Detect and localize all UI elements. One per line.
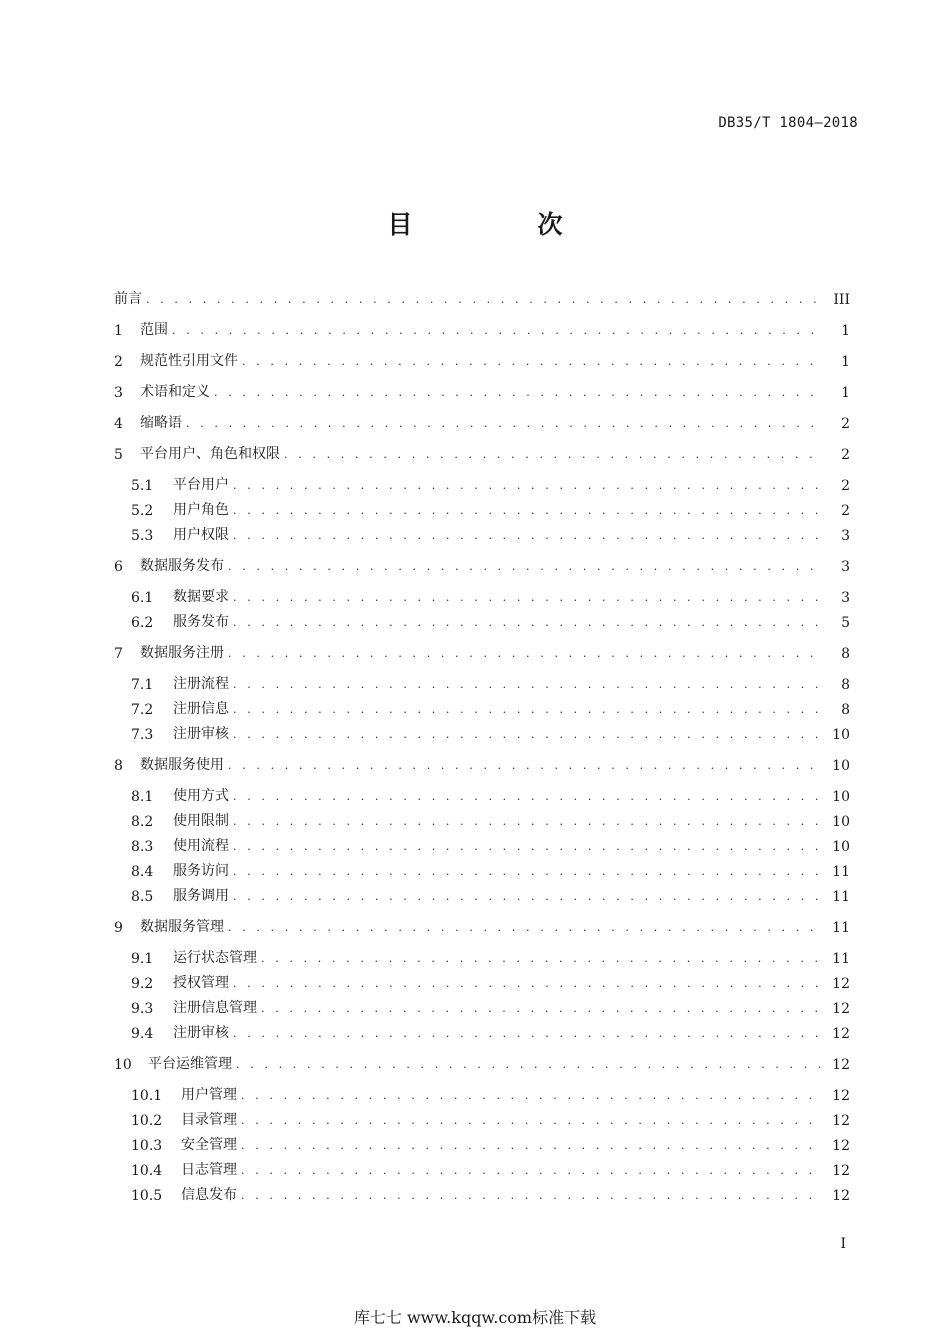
toc-entry-number: 9.2 <box>131 976 154 992</box>
toc-entry-page: 3 <box>841 559 850 575</box>
toc-entry-page: III <box>833 292 850 308</box>
toc-entry[interactable] <box>131 723 850 743</box>
toc-entry-number: 2 <box>114 354 123 370</box>
toc-leader-dots <box>241 1138 820 1154</box>
toc-entry[interactable] <box>131 972 850 992</box>
toc-entry-label: 安全管理 <box>181 1137 237 1153</box>
toc-leader-dots <box>261 951 820 967</box>
toc-leader-dots <box>228 646 820 662</box>
toc-entry[interactable] <box>114 1053 850 1073</box>
toc-leader-dots <box>233 702 820 718</box>
toc-entry-number: 9 <box>114 920 123 936</box>
toc-entry-number: 10 <box>114 1057 132 1073</box>
toc-entry-label: 运行状态管理 <box>173 950 257 966</box>
toc-entry-label: 规范性引用文件 <box>140 353 238 369</box>
toc-leader-dots <box>233 590 820 606</box>
toc-leader-dots <box>233 864 820 880</box>
toc-entry-number: 8.3 <box>131 839 154 855</box>
toc-entry[interactable] <box>114 443 850 463</box>
toc-entry-page: 1 <box>841 385 850 401</box>
toc-entry[interactable] <box>131 885 850 905</box>
toc-entry[interactable] <box>131 698 850 718</box>
toc-entry-page: 10 <box>832 727 850 743</box>
page-title: 目 次 <box>387 210 613 239</box>
toc-leader-dots <box>228 758 820 774</box>
toc-entry[interactable] <box>131 997 850 1017</box>
toc-entry-number: 8.1 <box>131 789 154 805</box>
footer-watermark: 库七七 www.kqqw.com标准下载 <box>353 1308 597 1327</box>
toc-entry-number: 6.1 <box>131 590 154 606</box>
toc-entry-label: 平台用户 <box>173 477 229 493</box>
toc-entry-label: 注册信息管理 <box>173 1000 257 1016</box>
toc-entry[interactable] <box>131 835 850 855</box>
toc-entry-label: 平台运维管理 <box>148 1056 232 1072</box>
toc-entry-page: 1 <box>841 323 850 339</box>
toc-entry-page: 3 <box>841 528 850 544</box>
toc-entry[interactable] <box>131 611 850 631</box>
toc-entry-number: 8 <box>114 758 123 774</box>
toc-entry-page: 2 <box>841 416 850 432</box>
toc-leader-dots <box>233 889 820 905</box>
toc-entry-label: 缩略语 <box>140 415 182 431</box>
toc-entry-page: 8 <box>841 702 850 718</box>
toc-entry[interactable] <box>114 288 850 308</box>
toc-entry-number: 1 <box>114 323 123 339</box>
toc-entry[interactable] <box>131 1109 850 1129</box>
toc-entry-number: 5.2 <box>131 503 154 519</box>
toc-entry-number: 7.3 <box>131 727 154 743</box>
toc-entry-page: 10 <box>832 789 850 805</box>
toc-leader-dots <box>233 1026 820 1042</box>
toc-entry[interactable] <box>114 916 850 936</box>
toc-entry[interactable] <box>114 642 850 662</box>
toc-entry-label: 日志管理 <box>181 1162 237 1178</box>
toc-entry-label: 平台用户、角色和权限 <box>140 446 280 462</box>
toc-entry[interactable] <box>131 499 850 519</box>
toc-entry-page: 12 <box>832 1026 850 1042</box>
toc-entry-label: 数据服务使用 <box>140 757 224 773</box>
toc-entry[interactable] <box>131 1159 850 1179</box>
toc-entry-label: 术语和定义 <box>140 384 210 400</box>
toc-entry[interactable] <box>131 586 850 606</box>
page-number: I <box>840 1236 846 1252</box>
toc-entry-label: 数据服务发布 <box>140 558 224 574</box>
toc-entry-label: 服务调用 <box>173 888 229 904</box>
toc-entry-number: 8.4 <box>131 864 154 880</box>
toc-entry[interactable] <box>131 524 850 544</box>
toc-entry[interactable] <box>131 1184 850 1204</box>
toc-entry-page: 2 <box>841 478 850 494</box>
toc-entry-page: 1 <box>841 354 850 370</box>
toc-entry-number: 4 <box>114 416 123 432</box>
toc-entry[interactable] <box>114 412 850 432</box>
toc-entry-number: 10.4 <box>131 1163 163 1179</box>
toc-leader-dots <box>241 1113 820 1129</box>
toc-leader-dots <box>233 727 820 743</box>
toc-entry-number: 9.4 <box>131 1026 154 1042</box>
toc-leader-dots <box>261 1001 820 1017</box>
toc-entry-page: 11 <box>832 864 850 880</box>
toc-leader-dots <box>236 1057 820 1073</box>
toc-entry-number: 10.1 <box>131 1088 163 1104</box>
toc-entry[interactable] <box>114 555 850 575</box>
toc-entry-page: 11 <box>832 951 850 967</box>
toc-entry-number: 6.2 <box>131 615 154 631</box>
toc-entry-page: 12 <box>832 1113 850 1129</box>
toc-leader-dots <box>233 789 820 805</box>
toc-entry-number: 8.2 <box>131 814 154 830</box>
toc-entry-label: 注册流程 <box>173 676 229 692</box>
toc-entry-label: 注册审核 <box>173 726 229 742</box>
toc-entry-label: 用户管理 <box>181 1087 237 1103</box>
toc-entry-page: 5 <box>841 615 850 631</box>
toc-entry[interactable] <box>131 1022 850 1042</box>
toc-entry-number: 5.3 <box>131 528 154 544</box>
toc-entry-page: 12 <box>832 1163 850 1179</box>
toc-leader-dots <box>241 1088 820 1104</box>
toc-entry-page: 3 <box>841 590 850 606</box>
toc-entry[interactable] <box>131 860 850 880</box>
toc-entry-number: 9.3 <box>131 1001 154 1017</box>
toc-entry[interactable] <box>131 785 850 805</box>
toc-entry-number: 10.5 <box>131 1188 163 1204</box>
toc-entry-label: 用户权限 <box>173 527 229 543</box>
toc-leader-dots <box>242 354 820 370</box>
toc-leader-dots <box>228 920 820 936</box>
toc-entry-page: 12 <box>832 1057 850 1073</box>
toc-entry[interactable] <box>131 1084 850 1104</box>
toc-entry-label: 前言 <box>114 291 142 307</box>
toc-entry-label: 用户角色 <box>173 502 229 518</box>
toc-entry-page: 10 <box>832 814 850 830</box>
toc-entry-label: 数据服务注册 <box>140 645 224 661</box>
toc-leader-dots <box>284 447 820 463</box>
toc-entry[interactable] <box>131 474 850 494</box>
toc-entry-page: 12 <box>832 1088 850 1104</box>
toc-entry[interactable] <box>114 754 850 774</box>
toc-entry-page: 11 <box>832 920 850 936</box>
toc-entry-label: 数据服务管理 <box>140 919 224 935</box>
toc-leader-dots <box>186 416 820 432</box>
toc-entry-page: 12 <box>832 1188 850 1204</box>
toc-entry-label: 使用方式 <box>173 788 229 804</box>
toc-entry-number: 7.1 <box>131 677 154 693</box>
toc-entry-label: 注册审核 <box>173 1025 229 1041</box>
toc-leader-dots <box>241 1188 820 1204</box>
toc-leader-dots <box>233 677 820 693</box>
toc-leader-dots <box>146 292 820 308</box>
toc-entry-page: 8 <box>841 677 850 693</box>
toc-entry-page: 12 <box>832 976 850 992</box>
toc-entry-page: 10 <box>832 758 850 774</box>
toc-leader-dots <box>233 839 820 855</box>
toc-leader-dots <box>214 385 820 401</box>
toc-leader-dots <box>233 814 820 830</box>
toc-leader-dots <box>233 976 820 992</box>
toc-entry[interactable] <box>114 319 850 339</box>
toc-leader-dots <box>172 323 820 339</box>
toc-entry-label: 授权管理 <box>173 975 229 991</box>
toc-entry-number: 3 <box>114 385 123 401</box>
toc-entry-label: 信息发布 <box>181 1187 237 1203</box>
toc-leader-dots <box>233 478 820 494</box>
toc-entry-page: 11 <box>832 889 850 905</box>
toc-entry-number: 9.1 <box>131 951 154 967</box>
toc-entry-number: 8.5 <box>131 889 154 905</box>
standard-code: DB35/T 1804—2018 <box>718 115 858 131</box>
toc-entry-page: 2 <box>841 447 850 463</box>
toc-leader-dots <box>228 559 820 575</box>
toc-entry[interactable] <box>131 673 850 693</box>
toc-entry-label: 服务访问 <box>173 863 229 879</box>
toc-entry-label: 范围 <box>140 322 168 338</box>
toc-entry[interactable] <box>131 947 850 967</box>
toc-entry-label: 使用限制 <box>173 813 229 829</box>
toc-entry-number: 7 <box>114 646 123 662</box>
toc-entry[interactable] <box>131 810 850 830</box>
toc-entry-number: 10.3 <box>131 1138 163 1154</box>
toc-leader-dots <box>233 528 820 544</box>
toc-leader-dots <box>233 503 820 519</box>
toc-entry-label: 服务发布 <box>173 614 229 630</box>
toc-leader-dots <box>233 615 820 631</box>
toc-entry-number: 5.1 <box>131 478 154 494</box>
toc-entry-number: 10.2 <box>131 1113 163 1129</box>
toc-entry-page: 12 <box>832 1138 850 1154</box>
toc-entry-label: 目录管理 <box>181 1112 237 1128</box>
toc-entry-label: 注册信息 <box>173 701 229 717</box>
toc-entry-label: 使用流程 <box>173 838 229 854</box>
toc-entry[interactable] <box>131 1134 850 1154</box>
toc-entry-page: 12 <box>832 1001 850 1017</box>
toc-leader-dots <box>241 1163 820 1179</box>
toc-entry-number: 6 <box>114 559 123 575</box>
toc-entry-page: 10 <box>832 839 850 855</box>
toc-entry[interactable] <box>114 350 850 370</box>
toc-entry-page: 8 <box>841 646 850 662</box>
toc-entry-label: 数据要求 <box>173 589 229 605</box>
toc-entry-number: 5 <box>114 447 123 463</box>
toc-entry-page: 2 <box>841 503 850 519</box>
toc-entry-number: 7.2 <box>131 702 154 718</box>
toc-entry[interactable] <box>114 381 850 401</box>
